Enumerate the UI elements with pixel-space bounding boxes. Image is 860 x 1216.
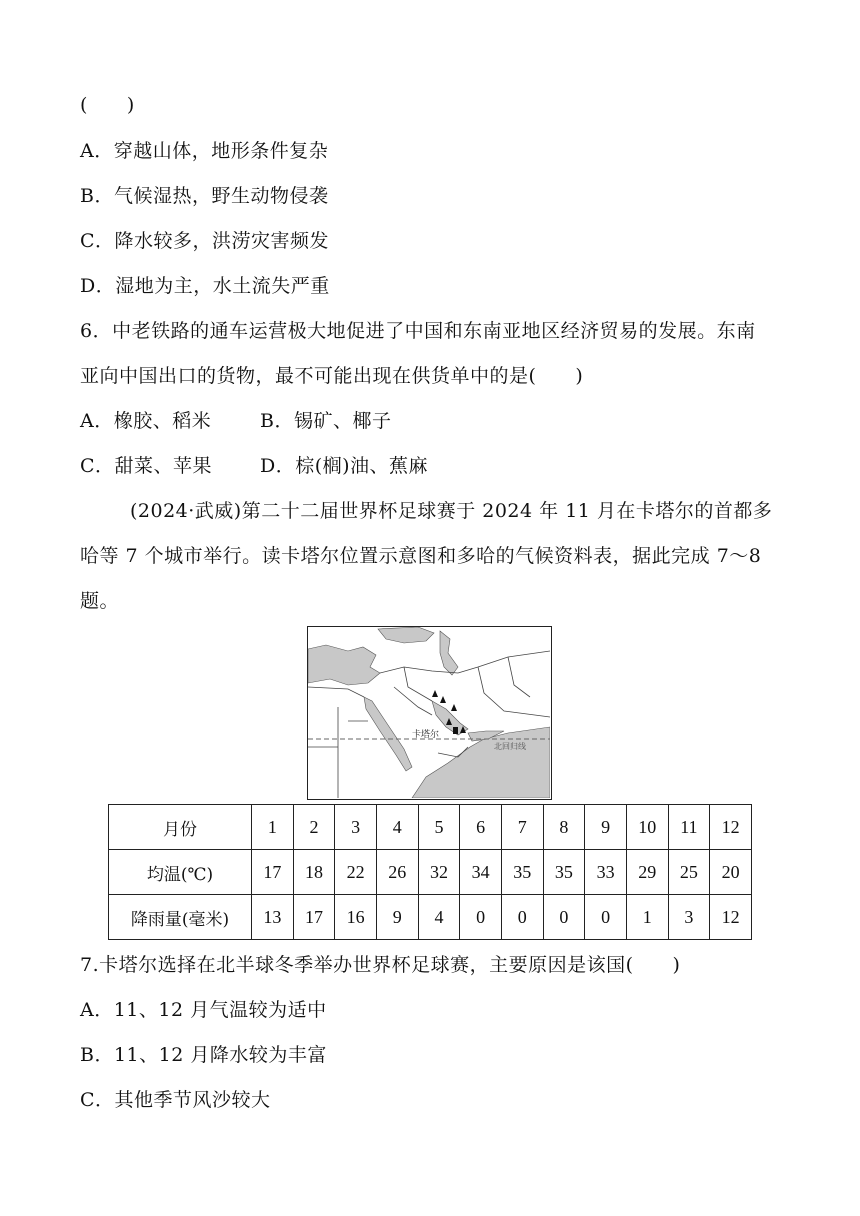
rain-cell: 9 [376, 895, 418, 940]
q6-option-a: A．橡胶、稻米 [80, 410, 212, 432]
temp-cell: 35 [501, 850, 543, 895]
q6-stem-line2: 亚向中国出口的货物，最不可能出现在供货单中的是( ) [80, 365, 584, 387]
rain-cell: 0 [585, 895, 627, 940]
month-cell: 10 [626, 805, 668, 850]
table-row-rainfall [109, 895, 752, 940]
rain-cell: 1 [626, 895, 668, 940]
temp-cell: 35 [543, 850, 585, 895]
passage-line2: 哈等 7 个城市举行。读卡塔尔位置示意图和多哈的气候资料表，据此完成 7～8 [80, 545, 762, 567]
rain-cell: 17 [293, 895, 335, 940]
qatar-location-map [307, 626, 552, 800]
temp-cell: 33 [585, 850, 627, 895]
rain-cell: 13 [252, 895, 294, 940]
temp-cell: 22 [335, 850, 377, 895]
rain-cell: 4 [418, 895, 460, 940]
q6-option-d: D．棕(榈)油、蕉麻 [260, 455, 429, 477]
q5-option-b: B．气候湿热，野生动物侵袭 [80, 185, 329, 207]
doha-climate-table [108, 804, 752, 940]
month-cell: 9 [585, 805, 627, 850]
rain-cell: 0 [501, 895, 543, 940]
month-cell: 7 [501, 805, 543, 850]
month-cell: 12 [710, 805, 752, 850]
table-row-temperature [109, 850, 752, 895]
month-cell: 2 [293, 805, 335, 850]
temp-cell: 25 [668, 850, 710, 895]
temp-cell: 32 [418, 850, 460, 895]
q6-stem-line1: 6．中老铁路的通车运营极大地促进了中国和东南亚地区经济贸易的发展。东南 [80, 320, 756, 342]
temp-cell: 26 [376, 850, 418, 895]
passage-line1: (2024·武威)第二十二届世界杯足球赛于 2024 年 11 月在卡塔尔的首都多 [130, 500, 773, 522]
month-cell: 11 [668, 805, 710, 850]
table-header-temperature: 均温(℃) [109, 850, 252, 895]
table-row-months [109, 805, 752, 850]
rain-cell: 3 [668, 895, 710, 940]
q6-option-b: B．锡矿、椰子 [260, 410, 392, 432]
temp-cell: 17 [252, 850, 294, 895]
temp-cell: 34 [460, 850, 502, 895]
q5-option-d: D．湿地为主，水土流失严重 [80, 275, 330, 297]
qatar-label: 卡塔尔 [412, 730, 440, 740]
rain-cell: 0 [543, 895, 585, 940]
month-cell: 6 [460, 805, 502, 850]
q7-stem: 7.卡塔尔选择在北半球冬季举办世界杯足球赛，主要原因是该国( ) [80, 954, 681, 976]
q5-option-c: C．降水较多，洪涝灾害频发 [80, 230, 330, 252]
temp-cell: 20 [710, 850, 752, 895]
q6-options-row2 [80, 453, 680, 479]
temp-cell: 29 [626, 850, 668, 895]
rain-cell: 0 [460, 895, 502, 940]
q7-option-c: C．其他季节风沙较大 [80, 1089, 271, 1111]
table-header-month: 月份 [109, 805, 252, 850]
q5-paren: ( ) [80, 94, 135, 116]
q6-option-c: C．甜菜、苹果 [80, 455, 213, 477]
q6-options-row1 [80, 408, 680, 434]
q7-option-b: B．11、12 月降水较为丰富 [80, 1044, 327, 1066]
rain-cell: 16 [335, 895, 377, 940]
month-cell: 1 [252, 805, 294, 850]
passage-line3: 题。 [80, 590, 120, 612]
map-drawing [308, 627, 550, 798]
tropic-of-cancer-label: 北回归线 [494, 742, 526, 751]
month-cell: 3 [335, 805, 377, 850]
month-cell: 5 [418, 805, 460, 850]
month-cell: 8 [543, 805, 585, 850]
q5-option-a: A．穿越山体，地形条件复杂 [80, 140, 329, 162]
q7-option-a: A．11、12 月气温较为适中 [80, 999, 327, 1021]
rain-cell: 12 [710, 895, 752, 940]
table-header-rainfall: 降雨量(毫米) [109, 895, 252, 940]
month-cell: 4 [376, 805, 418, 850]
temp-cell: 18 [293, 850, 335, 895]
